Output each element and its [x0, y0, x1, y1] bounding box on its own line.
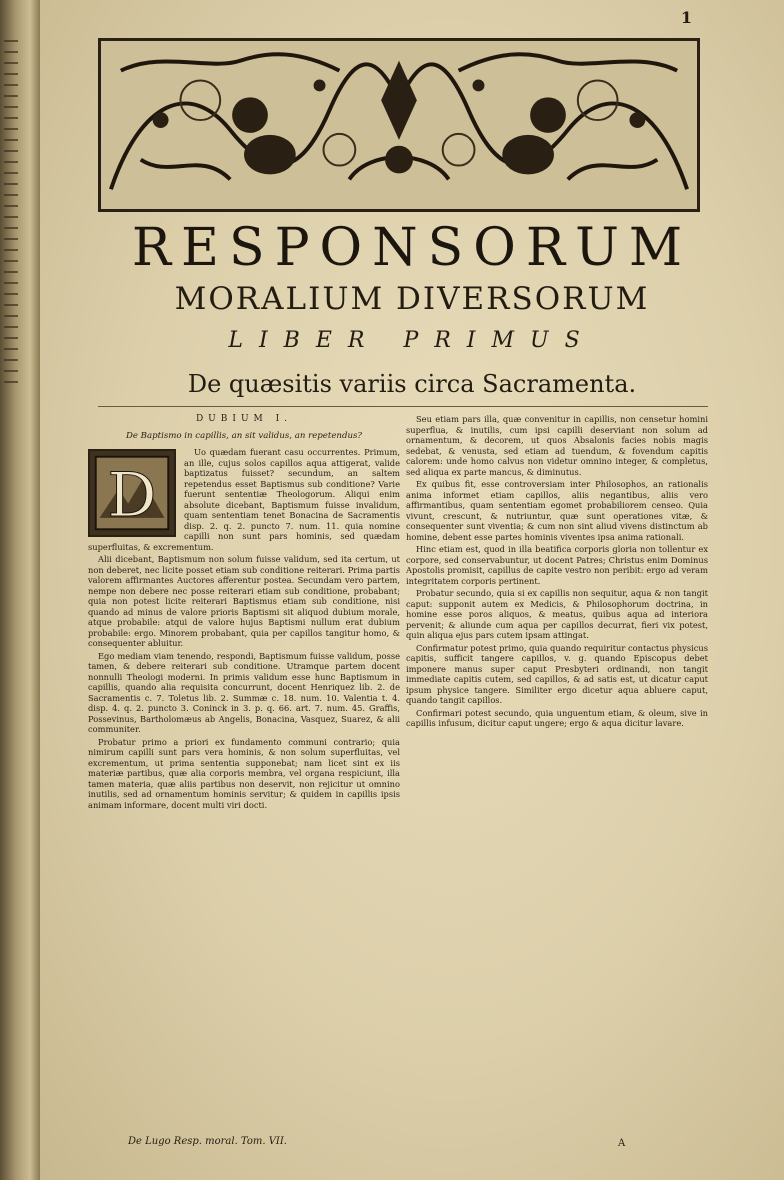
page-number: 1	[680, 8, 692, 27]
book-page	[40, 0, 784, 1180]
book-spine-edge	[0, 0, 40, 1180]
dubium-subheading: De Baptismo in capillis, an sit validus, an repetendus?	[125, 430, 363, 441]
dubium-heading: DUBIUM I.	[195, 414, 293, 424]
left-paragraph: Uo quædam fuerant casu occurrentes. Primum, an ille, cujus solos capillos aqua attigerat, valide baptizatus fuisset? secundum, an saltem repetendus esset Baptismus sub conditione? Varie fuerunt sententiæ Theologorum. Aliqui enim absolute dicebant, Baptismum fuisse invalidum, quam sententiam tenet Bonacina de Sacramentis disp. 2. q. 2. puncto 7. num. 11. quia nomine capilli non sunt pars hominis, sed quædam superfluitas, & excrementum.	[88, 447, 400, 552]
left-paragraph: Alii dicebant, Baptismum non solum fuisse validum, sed ita certum, ut non deberet, nec licite posset etiam sub conditione reiterari. Prima partis valorem affirmantes Auctores afferentur postea. Secundam vero partem, nempe non debere nec posse reiterari etiam sub conditione, probabant; quia non potest licite reiterari Baptismus etiam sub conditione, nisi quando ad minus de valore prioris Baptismi sit aliquod dubium morale, atque probabile: atqui de valore hujus Baptismi nullum erat dubium probabile: ergo. Minorem probabant, quia per capillos tangitur homo, & consequenter abluitur.	[88, 554, 400, 648]
title-topic: De quæsitis variis circa Sacramenta.	[187, 370, 637, 398]
title-book: LIBER PRIMUS	[228, 328, 596, 353]
ornamental-headpiece	[98, 38, 700, 212]
right-column	[406, 414, 708, 731]
left-paragraph: Ego mediam viam tenendo, respondi, Baptismum fuisse validum, posse tamen, & debere reiterari sub conditione. Utramque partem docent nonnulli Theologi moderni. In primis validum esse hunc Baptismum in capillis, quando alia requisita concurrunt, docent Henriquez lib. 2. de Sacramentis c. 7. Toletus lib. 2. Summæ c. 18. num. 10. Valentia t. 4. disp. 4. q. 2. puncto 3. Coninck in 3. p. q. 66. art. 7. num. 45. Graffis, Possevinus, Bartholomæus ab Angelis, Bonacina, Vasquez, Suarez, & alii communiter.	[88, 650, 400, 734]
right-paragraph: Seu etiam pars illa, quæ convenitur in capillis, non censetur homini superflua, & inutilis, cum ipsi capilli deserviant non solum ad ornamentum, & decorem, ut quos Absalonis facies nobis magis sedebat, & venusta, sed etiam ad tuendum, & fovendum capitis calorem: unde homo calvus non videtur omnino integer, & completus, sed aliqua ex parte mancus, & diminutus.	[406, 414, 708, 477]
decorated-initial	[88, 449, 176, 537]
headpiece-ornament-icon	[101, 41, 697, 209]
signature-mark: A	[618, 1138, 626, 1149]
spine-text-lines	[4, 40, 24, 392]
initial-letter: D	[107, 459, 157, 531]
initial-letter-ornament	[90, 451, 174, 535]
right-paragraph: Hinc etiam est, quod in illa beatifica corporis gloria non tollentur ex corpore, sed conservabuntur, ut docent Patres; Christus enim Dominus Apostolis promisit, capillus de capite vestro non peribit: ergo ad veram integritatem corporis pertinent.	[406, 544, 708, 586]
title-main: RESPONSORUM	[131, 218, 693, 278]
title-sub: MORALIUM DIVERSORUM	[174, 281, 650, 317]
right-paragraph: Ex quibus fit, esse controversiam inter Philosophos, an rationalis anima informet etiam capillos, aliis negantibus, aliis vero affirmantibus, quam sententiam egomet probabiliorem censeo. Quia vivunt, crescunt, & nutriuntur, quæ sunt operationes vitæ, & consequenter sunt viventia; & cum non sint aliud vivens distinctum ab homine, debent esse partes hominis viventes ipsa anima rationali.	[406, 479, 708, 542]
left-column	[88, 414, 400, 812]
right-paragraph: Confirmatur potest primo, quia quando requiritur contactus physicus capitis, sufficit tangere capillos, v. g. quando Episcopus debet imponere manus super caput Presbyteri ordinandi, non tangit immediate capitis cutem, sed capillos, & ad satis est, ut dicatur caput ipsum physice tangere. Similiter ergo dicetur aqua abluere caput, quando tangit capillos.	[406, 642, 708, 705]
right-paragraph: Probatur secundo, quia si ex capillis non sequitur, aqua & non tangit caput: supponit autem ex Medicis, & Philosophorum doctrina, in homine esse poros aliquos, & meatus, quibus aqua ad interiora pervenit; & aliunde cum aqua per capillos decurrat, fieri vix potest, quin aliqua ejus pars cutem ipsam attingat.	[406, 588, 708, 640]
footer-reference: De Lugo Resp. moral. Tom. VII.	[128, 1136, 287, 1147]
divider-rule	[98, 406, 708, 407]
right-paragraph: Confirmari potest secundo, quia unguentum etiam, & oleum, sive in capillis infusum, dicitur caput ungere; ergo & aqua dicitur lavare.	[406, 707, 708, 728]
left-paragraph: Probatur primo a priori ex fundamento communi contrario; quia nimirum capilli sunt pars vera hominis, & non solum superfluitas, vel excrementum, ut prima sententia supponebat; nam licet sint ex iis materiæ partibus, quæ alia corporis membra, vel organa respiciunt, illa tamen materia, quæ aliis partibus non deservit, non rejicitur ut omnino inutilis, sed ad ornamentum hominis servitur; & quidem in capillis ipsis animam informare, docent multi viri docti.	[88, 736, 400, 810]
